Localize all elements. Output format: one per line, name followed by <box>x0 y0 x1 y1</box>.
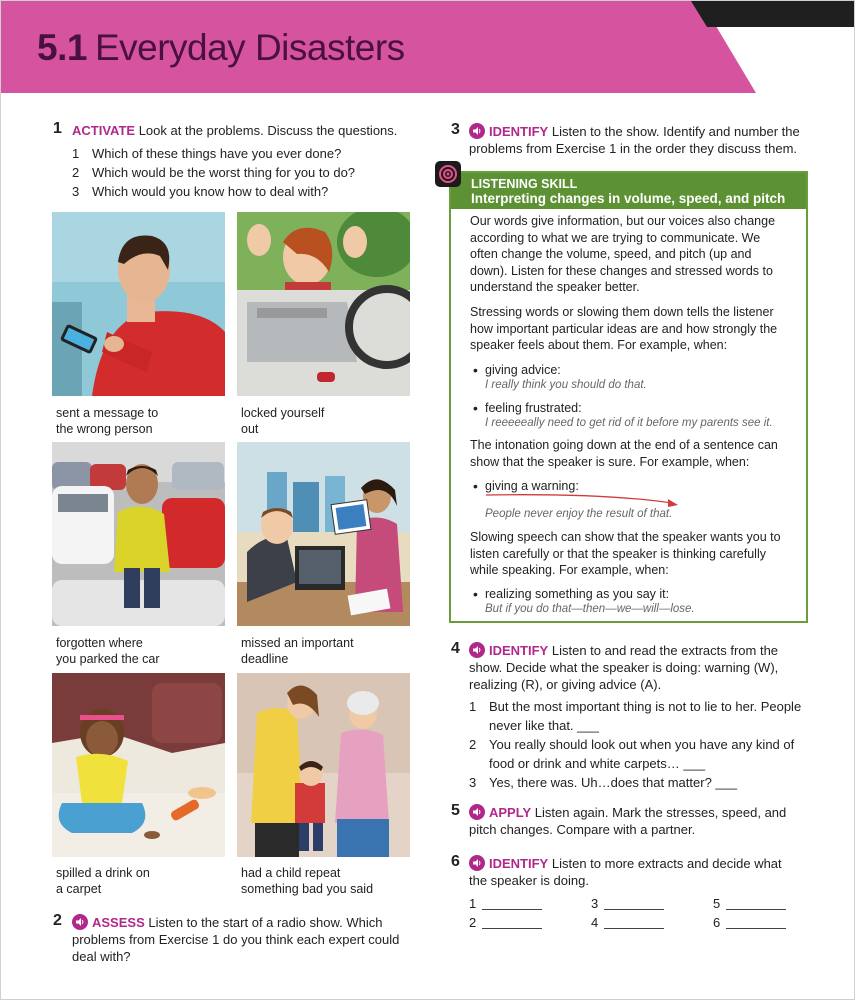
listening-skill-label: LISTENING SKILL <box>471 177 578 191</box>
identify-keyword: IDENTIFY <box>489 856 549 871</box>
exercise-2-number: 2 <box>53 912 62 929</box>
answer-blank-3[interactable]: 3 <box>591 895 664 912</box>
exercise-6-number: 6 <box>451 853 460 870</box>
question-item: 1 Which of these things have you ever done? <box>72 146 342 161</box>
answer-line[interactable] <box>482 917 542 929</box>
identify-keyword: IDENTIFY <box>489 643 549 658</box>
assess-keyword: ASSESS <box>92 915 145 930</box>
listening-skill-box <box>449 171 808 623</box>
listening-skill-icon <box>435 161 461 187</box>
example-giving-advice: I really think you should do that. <box>485 379 647 391</box>
answer-blank-4[interactable]: 4 <box>591 914 664 931</box>
spilled-drink-picture <box>52 673 225 857</box>
bullet-realizing: • realizing something as you say it: <box>485 587 669 601</box>
locked-out-car-picture <box>237 212 410 396</box>
exercise-2-instruction: ASSESS Listen to the start of a radio show. Which problems from Exercise 1 do you think each expert could deal with? <box>72 915 400 964</box>
example-realizing: But if you do that—then—we—will—lose. <box>485 603 695 615</box>
answer-line[interactable] <box>482 898 542 910</box>
answer-line[interactable] <box>604 917 664 929</box>
listening-skill-header <box>451 173 806 209</box>
audio-icon[interactable] <box>469 642 485 658</box>
caption-2: locked yourself out <box>241 406 325 436</box>
page-title <box>37 27 405 69</box>
exercise-5-number: 5 <box>451 802 460 819</box>
caption-1: sent a message to the wrong person <box>56 406 159 436</box>
answer-line[interactable] <box>726 898 786 910</box>
audio-icon[interactable] <box>469 123 485 139</box>
answer-blank-6[interactable]: 6 <box>713 914 786 931</box>
bullet-giving-warning: • giving a warning: <box>485 479 579 493</box>
caption-4: missed an important deadline <box>241 636 354 666</box>
example-giving-warning: People never enjoy the result of that. <box>485 508 673 520</box>
extract-item: 3 Yes, there was. Uh…does that matter? ___ <box>469 775 738 790</box>
exercise-4-number: 4 <box>451 640 460 657</box>
bullet-giving-advice: • giving advice: <box>485 363 561 377</box>
question-item: 2 Which would be the worst thing for you to do? <box>72 165 356 180</box>
identify-keyword: IDENTIFY <box>489 124 549 139</box>
apply-keyword: APPLY <box>489 805 532 820</box>
exercise-4-instruction: IDENTIFY Listen to and read the extracts from the show. Decide what the speaker is doing: warning (W), realizing (R), or giving advice (A). <box>469 643 779 692</box>
bullet-feeling-frustrated: • feeling frustrated: <box>485 401 582 415</box>
exercise-1-number: 1 <box>53 120 62 137</box>
audio-icon[interactable] <box>469 804 485 820</box>
exercise-4-items <box>469 697 801 792</box>
skill-paragraph-1: Our words give information, but our voices also change according to what we are trying to communicate. We often change the volume, speed, and pitch (up and down). Listen for these changes and stressed words to understand the speaker better. <box>470 214 776 294</box>
answer-blank-1[interactable]: 1 <box>469 895 542 912</box>
question-item: 3 Which would you know how to deal with? <box>72 184 329 199</box>
exercise-3-number: 3 <box>451 121 460 138</box>
answer-line[interactable] <box>604 898 664 910</box>
answer-line[interactable] <box>726 917 786 929</box>
caption-3: forgotten where you parked the car <box>56 636 160 666</box>
skill-paragraph-4: Slowing speech can show that the speaker wants you to listen carefully or that the speaker is thinking carefully while speaking. For example, when: <box>470 530 781 577</box>
caption-6: had a child repeat something bad you said <box>241 866 374 896</box>
man-texting-picture <box>52 212 225 396</box>
exercise-1-text: Look at the problems. Discuss the questions. <box>138 123 398 138</box>
skill-paragraph-2: Stressing words or slowing them down tells the listener how important particular ideas are and how strongly the speaker feels about them. For example, when: <box>470 305 778 352</box>
extract-item: 2 You really should look out when you have any kind of food or drink and white carpets… ___ <box>469 737 795 771</box>
parking-lot-picture <box>52 442 225 626</box>
exercise-1-questions <box>72 144 355 201</box>
exercise-5-instruction: APPLY Listen again. Mark the stresses, speed, and pitch changes. Compare with a partner. <box>469 805 787 837</box>
exercise-3-instruction: IDENTIFY Listen to the show. Identify and number the problems from Exercise 1 in the order they discuss them. <box>469 124 800 156</box>
audio-icon[interactable] <box>72 914 88 930</box>
extract-item: 1 But the most important thing is not to lie to her. People never like that. ___ <box>469 699 802 733</box>
audio-icon[interactable] <box>469 855 485 871</box>
unit-title: Everyday Disasters <box>94 27 405 68</box>
activate-keyword: ACTIVATE <box>72 123 136 138</box>
skill-paragraph-3: The intonation going down at the end of a sentence can show that the speaker is sure. For example, when: <box>470 438 778 469</box>
exercise-1-instruction <box>72 122 397 139</box>
child-repeat-picture <box>237 673 410 857</box>
answer-blank-5[interactable]: 5 <box>713 895 786 912</box>
missed-deadline-picture <box>237 442 410 626</box>
answer-blank-2[interactable]: 2 <box>469 914 542 931</box>
listening-skill-title: Interpreting changes in volume, speed, and pitch <box>471 191 786 206</box>
unit-number: 5.1 <box>37 27 87 68</box>
example-feeling-frustrated: I reeeeeally need to get rid of it before my parents see it. <box>485 417 773 429</box>
exercise-6-instruction: IDENTIFY Listen to more extracts and decide what the speaker is doing. <box>469 856 782 888</box>
caption-5: spilled a drink on a carpet <box>56 866 150 896</box>
